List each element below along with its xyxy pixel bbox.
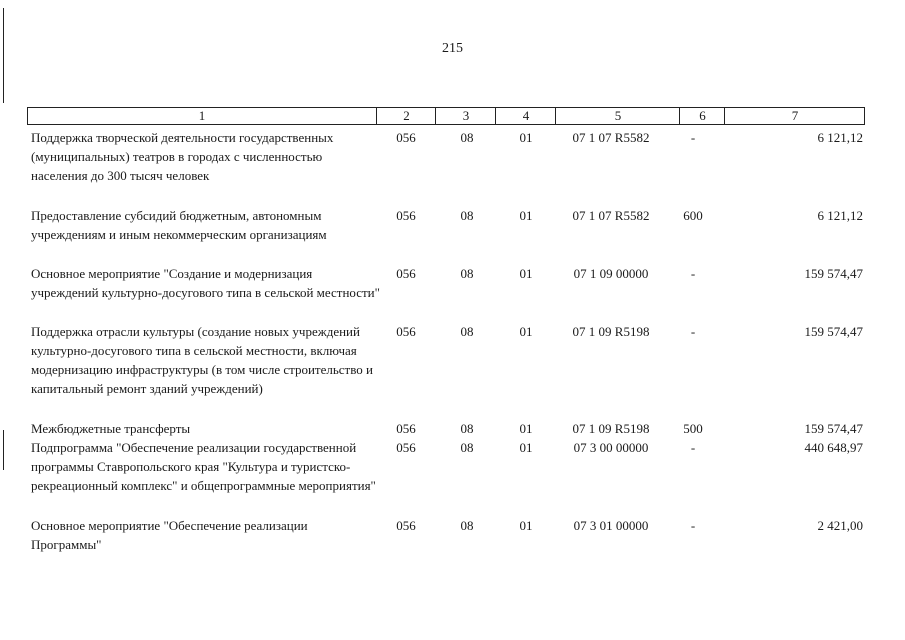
row-code-4: 01 bbox=[519, 130, 533, 145]
row-amount: 440 648,97 bbox=[804, 440, 863, 455]
row-code-3: 08 bbox=[460, 130, 474, 145]
row-code-4: 01 bbox=[519, 518, 533, 533]
row-code-4: 01 bbox=[519, 208, 533, 223]
row-code-3: 08 bbox=[460, 518, 474, 533]
row-name: Поддержка творческой деятельности государственных (муниципальных) театров в городах с численностью населения до 300 тысяч человек bbox=[31, 130, 334, 183]
row-expense-type: - bbox=[690, 266, 696, 281]
row-code-2: 056 bbox=[396, 208, 416, 223]
page-number: 215 bbox=[442, 41, 463, 56]
row-name: Подпрограмма "Обеспечение реализации государственной программы Ставропольского края "Культура и туристско-рекреационный комплекс" и общепрограммные мероприятия" bbox=[31, 440, 376, 493]
row-code-2: 056 bbox=[396, 440, 416, 455]
row-name: Межбюджетные трансферты bbox=[31, 421, 191, 436]
scan-edge-mark bbox=[3, 430, 4, 470]
table-header-row bbox=[27, 107, 865, 125]
row-name: Предоставление субсидий бюджетным, автономным учреждениям и иным некоммерческим организациям bbox=[31, 208, 327, 242]
row-name: Поддержка отрасли культуры (создание новых учреждений культурно-досугового типа в сельской местности, включая модернизацию инфраструктуры (в том числе строительство и капитальный ремонт зданий учреждений) bbox=[31, 324, 373, 396]
row-expense-type: 500 bbox=[683, 421, 703, 436]
row-code-3: 08 bbox=[460, 421, 474, 436]
row-code-3: 08 bbox=[460, 440, 474, 455]
row-target-code: 07 3 01 00000 bbox=[573, 518, 649, 533]
row-code-4: 01 bbox=[519, 421, 533, 436]
row-expense-type: 600 bbox=[683, 208, 703, 223]
header-cell-4: 4 bbox=[495, 108, 556, 124]
row-expense-type: - bbox=[690, 130, 696, 145]
row-code-2: 056 bbox=[396, 421, 416, 436]
row-code-4: 01 bbox=[519, 440, 533, 455]
row-amount: 6 121,12 bbox=[817, 208, 863, 223]
row-expense-type: - bbox=[690, 518, 696, 533]
row-code-4: 01 bbox=[519, 266, 533, 281]
header-cell-6: 6 bbox=[679, 108, 725, 124]
row-code-3: 08 bbox=[460, 324, 474, 339]
header-cell-3: 3 bbox=[435, 108, 496, 124]
row-target-code: 07 3 00 00000 bbox=[573, 440, 649, 455]
row-name: Основное мероприятие "Обеспечение реализации Программы" bbox=[31, 518, 308, 552]
row-target-code: 07 1 07 R5582 bbox=[572, 208, 650, 223]
row-code-2: 056 bbox=[396, 518, 416, 533]
row-amount: 2 421,00 bbox=[817, 518, 863, 533]
row-code-2: 056 bbox=[396, 324, 416, 339]
row-code-2: 056 bbox=[396, 266, 416, 281]
row-target-code: 07 1 09 R5198 bbox=[572, 324, 650, 339]
row-target-code: 07 1 09 00000 bbox=[573, 266, 649, 281]
row-amount: 159 574,47 bbox=[804, 266, 863, 281]
header-cell-5: 5 bbox=[555, 108, 680, 124]
row-target-code: 07 1 09 R5198 bbox=[572, 421, 650, 436]
row-amount: 6 121,12 bbox=[817, 130, 863, 145]
row-code-3: 08 bbox=[460, 208, 474, 223]
header-cell-2: 2 bbox=[376, 108, 436, 124]
row-target-code: 07 1 07 R5582 bbox=[572, 130, 650, 145]
row-code-4: 01 bbox=[519, 324, 533, 339]
row-expense-type: - bbox=[690, 440, 696, 455]
row-code-2: 056 bbox=[396, 130, 416, 145]
row-code-3: 08 bbox=[460, 266, 474, 281]
header-cell-1: 1 bbox=[198, 108, 206, 123]
row-amount: 159 574,47 bbox=[804, 324, 863, 339]
row-name: Основное мероприятие "Создание и модернизация учреждений культурно-досугового типа в сельской местности" bbox=[31, 266, 380, 300]
row-amount: 159 574,47 bbox=[804, 421, 863, 436]
header-cell-7: 7 bbox=[724, 108, 865, 124]
row-expense-type: - bbox=[690, 324, 696, 339]
